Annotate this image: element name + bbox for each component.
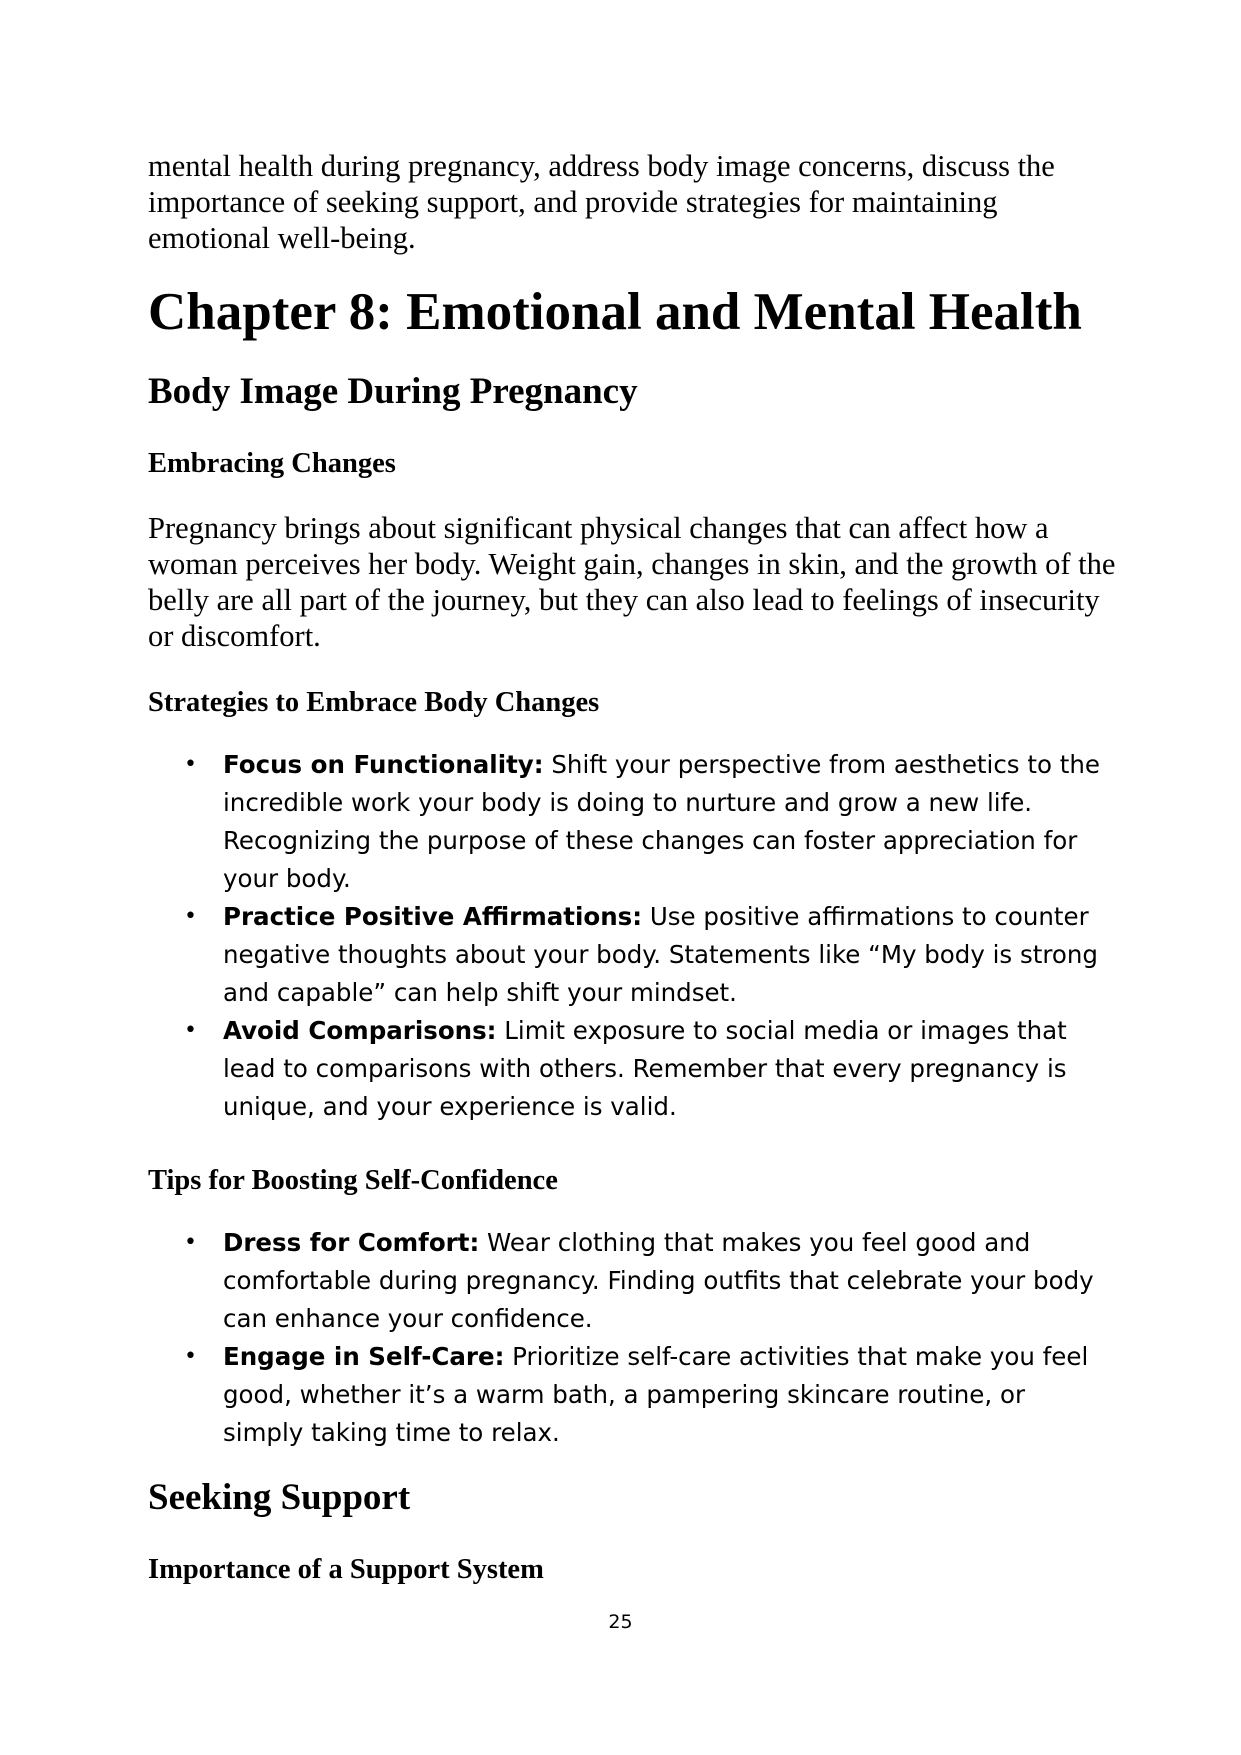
intro-paragraph: mental health during pregnancy, address body image concerns, discuss the importance of seeking support, and provide strategies for maintaining emotional well-being. [148,149,1055,255]
chapter-title: Chapter 8: Emotional and Mental Health [148,283,1082,341]
bullet-icon: • [184,1230,197,1255]
subheading-tips: Tips for Boosting Self-Confidence [148,1165,558,1196]
page-number: 25 [608,1611,633,1633]
bullet-icon: • [184,904,197,929]
list-item-text: Prioritize self-care activities that make you feel good, whether it’s a warm bath, a pampering skincare routine, or simply taking time to relax. [223,1342,1089,1447]
bullet-icon: • [184,1344,197,1369]
section-heading-seeking-support: Seeking Support [148,1477,411,1518]
list-item [180,1012,1100,1126]
list-item-text: Use positive affirmations to counter negative thoughts about your body. Statements like “My body is strong and capable” can help shift your mindset. [223,902,1098,1007]
bullet-icon: • [184,752,197,777]
list-item [180,1224,1100,1338]
strategies-list [180,746,1100,1126]
list-item-term: Focus on Functionality: [223,750,544,779]
list-item-term: Engage in Self-Care: [223,1342,505,1371]
subheading-support-system: Importance of a Support System [148,1554,544,1585]
list-item-text: Shift your perspective from aesthetics to the incredible work your body is doing to nurture and grow a new life. Recognizing the purpose of these changes can foster appreciation for your body. [223,750,1100,893]
list-item-term: Avoid Comparisons: [223,1016,497,1045]
list-item-term: Practice Positive Affirmations: [223,902,643,931]
bullet-icon: • [184,1018,197,1043]
section-heading-body-image: Body Image During Pregnancy [148,371,638,412]
list-item-text: Limit exposure to social media or images that lead to comparisons with others. Remember that every pregnancy is unique, and your experience is valid. [223,1016,1067,1121]
tips-list [180,1224,1100,1452]
list-item-text: Wear clothing that makes you feel good and comfortable during pregnancy. Finding outfits that celebrate your body can enhance your confidence. [223,1228,1094,1333]
list-item [180,746,1100,898]
list-item-term: Dress for Comfort: [223,1228,480,1257]
list-item [180,898,1100,1012]
subheading-embracing-changes: Embracing Changes [148,448,396,479]
subheading-strategies: Strategies to Embrace Body Changes [148,687,600,718]
list-item [180,1338,1100,1452]
embracing-changes-paragraph: Pregnancy brings about significant physical changes that can affect how a woman perceives her body. Weight gain, changes in skin, and the growth of the belly are all part of the journey, but they can also lead to feelings of insecurity or discomfort. [148,511,1116,653]
